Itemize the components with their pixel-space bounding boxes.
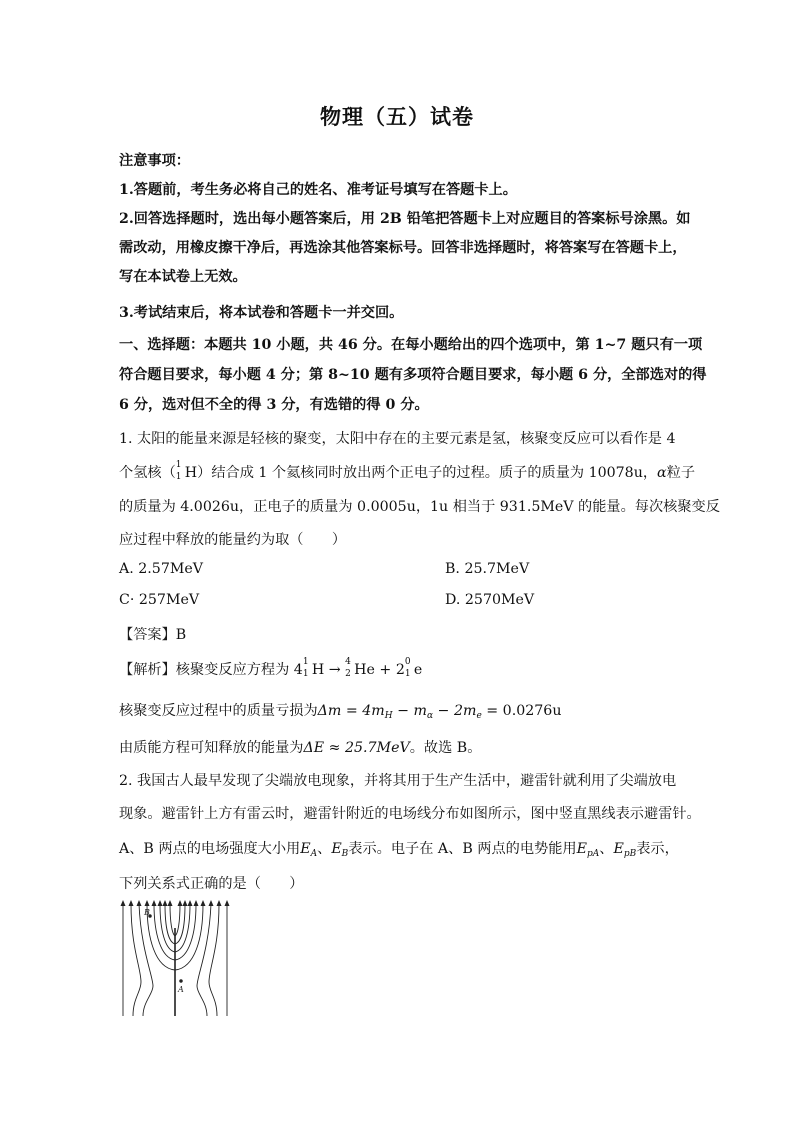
q2-line-1: 2. 我国古人最早发现了尖端放电现象，并将其用于生产生活中，避雷针就利用了尖端放电 [119,773,677,789]
q2-line-4: 下列关系式正确的是（ ） [119,876,304,892]
q1-line-1: 1. 太阳的能量来源是轻核的聚变，太阳中存在的主要元素是氢，核聚变反应可以看作是 4 [119,431,676,447]
eq2-part-1: Δm = 4m [317,703,385,719]
answer-tag: 【答案】 [119,627,176,643]
eq-he-nuclide [345,657,354,679]
q1-analysis-line-2 [119,700,561,721]
analysis-text-1: 核聚变反应方程为 [175,662,290,678]
eq-he-mass: 4 [345,657,351,667]
q2-line-3 [119,838,679,859]
q1-line-2 [119,462,695,482]
notice-item-2-line-3: 写在本试卷上无效。 [119,269,247,285]
eq2-sub-e: e [476,711,482,721]
eq-h-symbol: H [311,662,325,678]
page-title: 物理（五）试卷 [320,104,474,129]
notice-heading: 注意事项： [119,153,190,169]
q1-line-3: 的质量为 4.0026u，正电子的质量为 0.0005u，1u 相当于 931.5MeV 的能量。每次核聚变反 [119,499,720,515]
eq-h-charge: 1 [302,669,309,679]
q2-line-3-text-c: 表示， [636,841,679,857]
q1-option-a: A. 2.57MeV [119,561,204,577]
hydrogen-nuclide [175,460,185,482]
section-1-line-2: 符合题目要求，每小题 4 分；第 8~10 题有多项符合题目要求，每小题 6 分，全部选对的得 [119,367,707,383]
eq2-part-3: − 2m [433,703,477,719]
q1-analysis-line-3 [119,737,481,757]
q1-line-2-text-b: ）结合成 1 个氦核同时放出两个正电子的过程。质子的质量为 10078u， [197,465,658,481]
q2-line-2: 现象。避雷针上方有雷云时，避雷针附近的电场线分布如图所示，图中竖直黑线表示避雷针。 [119,806,701,822]
q1-line-2-text-a: 个氢核（ [119,465,176,481]
fusion-equation [293,657,423,679]
symbol-ea-sub: A [310,849,318,859]
eq-coefficient-2: 2 [395,662,405,678]
symbol-ea [300,841,317,857]
alpha-symbol: α [657,465,667,481]
nuclide-mass: 1 [175,460,182,470]
eq-e-nuclide [404,657,414,679]
q1-line-2-text-c: 粒子 [666,465,696,481]
field-line-left-3 [139,904,153,1016]
eq-he-symbol: He [354,662,375,678]
electric-field-figure [119,898,231,1020]
mass-defect-equation [318,703,562,719]
eq-e-symbol: e [413,662,423,678]
eq-h-nuclide [302,657,312,679]
notice-item-1: 1.答题前，考生务必将自己的姓名、准考证号填写在答题卡上。 [119,182,517,198]
analysis-tag: 【解析】 [119,662,176,678]
eq-arrow: → [328,662,341,678]
eq-he-charge: 2 [345,669,351,679]
symbol-epa [577,841,600,857]
symbol-epb-sub: pB [623,849,637,859]
symbol-eb [331,841,348,857]
separator-2: 、 [599,841,614,857]
field-line-left-2 [131,904,141,1016]
analysis-text-3b: 。故选 B。 [409,740,482,756]
nuclide-symbol: H [184,465,198,481]
symbol-eb-main: E [331,841,342,857]
separator-1: 、 [317,841,332,857]
q1-answer [119,624,186,644]
q1-analysis-line-1 [119,659,422,679]
notice-item-2-line-1: 2.回答选择题时，选出每小题答案后，用 2B 铅笔把答题卡上对应题目的答案标号涂黑。如 [119,211,691,227]
q1-line-4: 应过程中释放的能量约为取（ ） [119,532,347,548]
eq2-sub-alpha: α [426,711,434,721]
symbol-epa-main: E [576,841,587,857]
symbol-epa-sub: pA [586,849,600,859]
eq-e-charge: 1 [404,669,411,679]
eq-e-mass: 0 [404,657,411,667]
symbol-eb-sub: B [341,849,349,859]
point-b-label: B [144,908,150,917]
notice-item-3: 3.考试结束后，将本试卷和答题卡一并交回。 [119,305,404,321]
field-line-right-3 [197,904,211,1016]
q1-option-b: B. 25.7MeV [445,561,530,577]
analysis-text-2: 核聚变反应过程中的质量亏损为 [119,703,318,719]
q1-option-c: C· 257MeV [119,592,200,608]
symbol-epb-main: E [613,841,624,857]
eq-coefficient-1: 4 [293,662,303,678]
q2-line-3-text-a: A、B 两点的电场强度大小用 [119,841,301,857]
section-1-line-1: 一、选择题：本题共 10 小题，共 46 分。在每小题给出的四个选项中，第 1~7 题只有一项 [119,337,703,353]
energy-equation: ΔE ≈ 25.7MeV [303,740,410,756]
nuclide-charge: 1 [175,472,182,482]
eq2-part-2: − m [392,703,427,719]
analysis-text-3a: 由质能方程可知释放的能量为 [119,740,304,756]
point-a-marker [180,980,183,983]
eq-h-mass: 1 [302,657,309,667]
eq-plus: + [379,662,392,678]
q2-line-3-text-b: 表示。电子在 A、B 两点的电势能用 [348,841,577,857]
answer-value: B [175,627,187,643]
notice-item-2-line-2: 需改动，用橡皮擦干净后，再选涂其他答案标号。回答非选择题时，将答案写在答题卡上， [119,240,687,256]
q1-option-d: D. 2570MeV [445,592,535,608]
section-1-line-3: 6 分，选对但不全的得 3 分，有选错的得 0 分。 [119,397,429,413]
field-line-right-2 [209,904,219,1016]
point-a-label: A [178,985,184,994]
eq2-sub-h: H [384,711,393,721]
symbol-ea-main: E [300,841,311,857]
eq2-result: = 0.0276u [481,703,562,719]
symbol-epb [613,841,636,857]
